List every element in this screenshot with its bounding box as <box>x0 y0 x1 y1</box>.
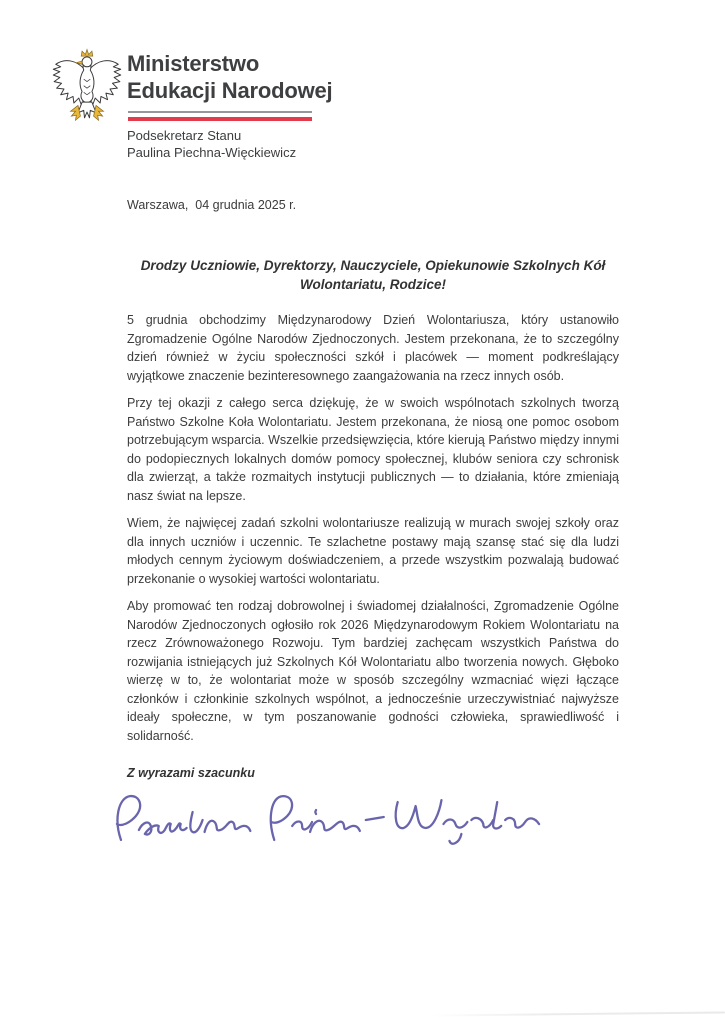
scanner-edge-artifact <box>430 1011 725 1016</box>
dateline: Warszawa, 04 grudnia 2025 r. <box>127 198 297 212</box>
salutation-heading: Drodzy Uczniowie, Dyrektorzy, Nauczyciele, Opiekunowie Szkolnych Kół Wolontariatu, Rodzice! <box>140 258 606 292</box>
paragraph-4: Aby promować ten rodzaj dobrowolnej i świadomej działalności, Zgromadzenie Ogólne Narodów Zjednoczonych ogłosiło rok 2026 Międzynarodowym Rokiem Wolontariatu na rzecz Zrównoważonego Rozwoju. Tym bardziej zachęcam wszystkich Państwa do rozwijania istniejących już Szkolnych Kół Wolontariatu albo tworzenia nowych. Głęboko wierzę w to, że wolontariat może w sposób szczególny wzmacniać więzi łączące członków i członkinie szkolnych wspólnot, a jednocześnie urzeczywistniać najwyższe ideały społeczne, w tym poszanowanie godności człowieka, sprawiedliwość i solidarność. <box>127 599 619 743</box>
paragraph-2: Przy tej okazji z całego serca dziękuję, że w swoich wspólnotach szkolnych tworzą Państwo Szkolne Koła Wolontariatu. Jestem przekonana, że niosą one pomoc osobom potrzebującym wsparcia. Wszelkie przedsięwzięcia, które kierują Państwo między innymi do podopiecznych lokalnych domów pomocy społecznej, klubów seniora czy schronisk dla zwierząt, a także rozmaitych instytucji publicznych — to działania, które zmieniają nasz świat na lepsze. <box>127 396 619 503</box>
official-title: Podsekretarz Stanu <box>127 128 242 143</box>
official-block <box>127 127 296 161</box>
separator-rule-gray <box>128 111 312 113</box>
ministry-name <box>127 50 332 104</box>
ministry-name-line1: Ministerstwo <box>127 51 260 76</box>
ministry-name-line2: Edukacji Narodowej <box>127 78 333 103</box>
paragraph-1: 5 grudnia obchodzimy Międzynarodowy Dzień Wolontariusza, który ustanowiło Zgromadzenie Ogólne Narodów Zjednoczonych. Jestem przekonana, że to szczególny dzień również w życiu społeczności szkół i placówek — moment podkreślający wyjątkowe znaczenie bezinteresownego zaangażowania na rzecz innych osób. <box>127 313 619 383</box>
paragraphs <box>127 311 619 745</box>
handwritten-signature <box>109 786 547 858</box>
closing-phrase: Z wyrazami szacunku <box>127 766 255 780</box>
paragraph-3: Wiem, że najwięcej zadań szkolni wolontariusze realizują w murach swojej szkoły oraz dla innych uczniów i uczennic. Te szlachetne postawy mają szansę stać się dla ludzi młodych cennym życiowym doświadczeniem, a przede wszystkim pozwalają budować przekonanie o wysokiej wartości wolontariatu. <box>127 516 619 586</box>
official-name: Paulina Piechna-Więckiewicz <box>127 145 297 160</box>
polish-eagle-emblem-icon <box>50 44 124 134</box>
separator-rule-red <box>128 117 312 121</box>
letter-body <box>127 198 619 863</box>
